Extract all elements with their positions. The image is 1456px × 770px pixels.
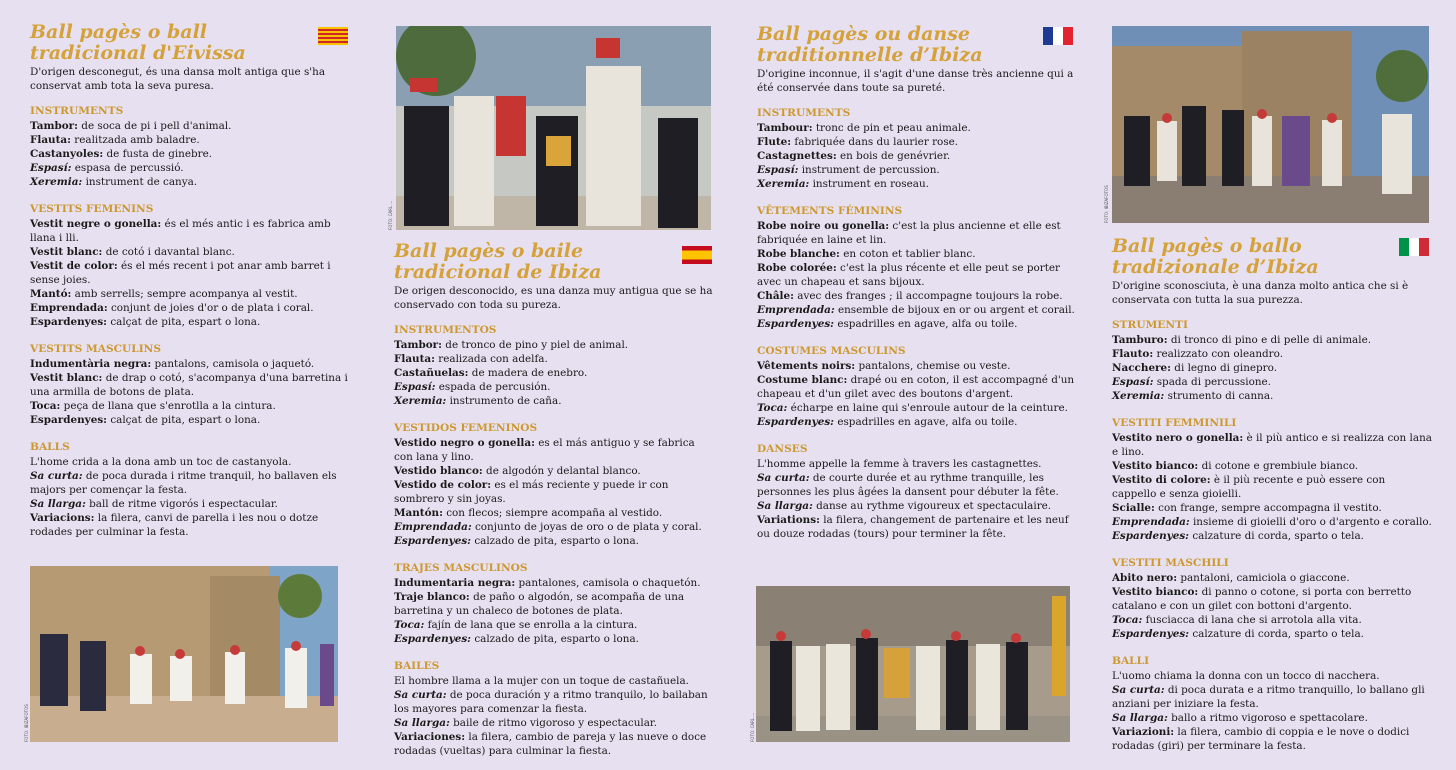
catalan-section-item bbox=[30, 133, 350, 147]
french-intro: D'origine inconnue, il s'agit d'une danse très ancienne qui a été conservée dans toute sa pureté. bbox=[757, 68, 1074, 94]
item-text: de madera de enebro. bbox=[468, 367, 588, 379]
spanish-section-item bbox=[394, 520, 714, 534]
italian-section-item bbox=[1112, 389, 1432, 403]
italian-section-item bbox=[1112, 501, 1432, 515]
spanish-section-item bbox=[394, 366, 714, 380]
item-term: Sa llarga: bbox=[757, 500, 813, 512]
item-term: Vestit blanc: bbox=[30, 246, 103, 258]
item-text: c'est la plus ancienne et elle est fabriquée en laine et lin. bbox=[757, 220, 1061, 246]
item-text: calzature di corda, sparto o tela. bbox=[1189, 530, 1364, 542]
item-term: Espardenyes: bbox=[1112, 530, 1190, 542]
item-term: Toca: bbox=[757, 402, 788, 414]
italian-title-line2: tradizionale d’Ibiza bbox=[1112, 256, 1319, 278]
item-text: ensemble de bijoux en or ou argent et corail. bbox=[834, 304, 1075, 316]
catalan-section-item bbox=[30, 455, 350, 469]
spanish-section-item bbox=[394, 688, 714, 716]
french-section-item bbox=[757, 135, 1077, 149]
french-section-item bbox=[757, 415, 1077, 429]
item-text: con flecos; siempre acompaña al vestido. bbox=[442, 507, 663, 519]
catalan-section-item bbox=[30, 245, 350, 259]
spanish-section-item bbox=[394, 506, 714, 520]
item-text: la filera, changement de partenaire et les neuf ou douze rodadas (tours) pour terminer la fête. bbox=[757, 514, 1069, 540]
item-term: Variacions: bbox=[30, 512, 95, 524]
italian-column bbox=[1112, 0, 1432, 770]
italian-section-item bbox=[1112, 459, 1432, 473]
item-term: Xeremia: bbox=[30, 176, 83, 188]
french-section-item bbox=[757, 359, 1077, 373]
item-text: de poca durada i ritme tranquil, ho ballaven els majors per començar la festa. bbox=[30, 470, 337, 496]
catalan-section-heading: BALLS bbox=[30, 441, 70, 453]
item-term: Espasí: bbox=[757, 164, 799, 176]
item-term: Flute: bbox=[757, 136, 792, 148]
item-term: Espasí: bbox=[1112, 376, 1154, 388]
spanish-section-item bbox=[394, 478, 714, 506]
item-text: con frange, sempre accompagna il vestito. bbox=[1154, 502, 1382, 514]
item-term: Tambor: bbox=[394, 339, 442, 351]
dance-group-photo bbox=[756, 586, 1070, 742]
item-text: instrument de canya. bbox=[82, 176, 198, 188]
item-text: la filera, cambio di coppia e le nove o dodici rodadas (giri) per terminare la festa. bbox=[1112, 726, 1410, 752]
french-section-item bbox=[757, 163, 1077, 177]
item-text: instrumento de caña. bbox=[446, 395, 562, 407]
spanish-section-item bbox=[394, 534, 714, 548]
item-text: El hombre llama a la mujer con un toque de castañuela. bbox=[394, 675, 689, 687]
catalan-section-heading: VESTITS MASCULINS bbox=[30, 343, 162, 355]
italian-section-heading: VESTITI MASCHILI bbox=[1112, 557, 1229, 569]
catalan-intro: D'origen desconegut, és una dansa molt antiga que s'ha conservat amb tota la seva puresa. bbox=[30, 66, 326, 92]
item-text: de drap o cotó, s'acompanya d'una barretina i una armilla de botons de plata. bbox=[30, 372, 348, 398]
catalan-section-item bbox=[30, 161, 350, 175]
item-text: di poca durata e a ritmo tranquillo, lo ballano gli anziani per iniziare la festa. bbox=[1112, 684, 1425, 710]
italian-photo-credit: FOTO: IBIZAFOTOS bbox=[1104, 185, 1109, 223]
spanish-section-item bbox=[394, 352, 714, 366]
item-text: fusciacca di lana che si arrotola alla vita. bbox=[1142, 614, 1362, 626]
french-section-item bbox=[757, 471, 1077, 499]
catalan-section-item bbox=[30, 301, 350, 315]
italy-flag-icon bbox=[1399, 238, 1429, 256]
french-section-item bbox=[757, 149, 1077, 163]
item-text: calçat de pita, espart o lona. bbox=[107, 414, 261, 426]
item-text: tronc de pin et peau animale. bbox=[812, 122, 971, 134]
item-term: Espardenyes: bbox=[394, 633, 472, 645]
spanish-section-item bbox=[394, 436, 714, 464]
item-term: Variaciones: bbox=[394, 731, 466, 743]
item-term: Emprendada: bbox=[1112, 516, 1190, 528]
italian-section-item bbox=[1112, 347, 1432, 361]
item-term: Châle: bbox=[757, 290, 794, 302]
item-text: baile de ritmo vigoroso y espectacular. bbox=[449, 717, 658, 729]
item-text: calçat de pita, espart o lona. bbox=[107, 316, 261, 328]
italian-title-line1: Ball pagès o ballo bbox=[1112, 235, 1302, 257]
spanish-section-item bbox=[394, 338, 714, 352]
item-text: calzature di corda, sparto o tela. bbox=[1189, 628, 1364, 640]
italian-section-item bbox=[1112, 529, 1432, 543]
item-term: Espardenyes: bbox=[394, 535, 472, 547]
catalan-title bbox=[30, 22, 350, 64]
item-term: Scialle: bbox=[1112, 502, 1155, 514]
item-term: Sa curta: bbox=[1112, 684, 1165, 696]
french-section-item bbox=[757, 401, 1077, 415]
item-text: realitzada amb baladre. bbox=[70, 134, 200, 146]
item-term: Espasí: bbox=[30, 162, 72, 174]
item-term: Vêtements noirs: bbox=[757, 360, 856, 372]
item-text: ballo a ritmo vigoroso e spettacolare. bbox=[1167, 712, 1368, 724]
item-text: calzado de pita, esparto o lona. bbox=[471, 633, 639, 645]
item-text: di panno o cotone, si porta con berretto catalano e con un gilet con bottoni d'argento. bbox=[1112, 586, 1412, 612]
item-text: fabriquée dans du laurier rose. bbox=[791, 136, 959, 148]
item-term: Sa llarga: bbox=[1112, 712, 1168, 724]
catalan-section-item bbox=[30, 357, 350, 371]
spanish-section-item bbox=[394, 618, 714, 632]
french-section-heading: COSTUMES MASCULINS bbox=[757, 345, 906, 357]
french-sections bbox=[757, 107, 1077, 541]
item-text: conjunt de joies d'or o de plata i coral. bbox=[107, 302, 314, 314]
item-text: strumento di canna. bbox=[1164, 390, 1274, 402]
spanish-title bbox=[394, 241, 714, 283]
item-term: Costume blanc: bbox=[757, 374, 848, 386]
catalan-section-item bbox=[30, 413, 350, 427]
item-text: la filera, cambio de pareja y las nueve o doce rodadas (vueltas) para culminar la fiesta. bbox=[394, 731, 707, 757]
item-term: Vestit blanc: bbox=[30, 372, 103, 384]
item-term: Tambour: bbox=[757, 122, 813, 134]
item-term: Robe blanche: bbox=[757, 248, 840, 260]
item-term: Vestido de color: bbox=[394, 479, 492, 491]
item-term: Flauta: bbox=[394, 353, 435, 365]
item-term: Emprendada: bbox=[394, 521, 472, 533]
item-term: Indumentària negra: bbox=[30, 358, 152, 370]
italian-section-item bbox=[1112, 613, 1432, 627]
item-text: és el més antic i es fabrica amb llana i lli. bbox=[30, 218, 331, 244]
item-term: Variations: bbox=[757, 514, 820, 526]
italian-intro: D'origine sconosciuta, è una danza molto antica che si è conservata con tutta la sua purezza. bbox=[1112, 280, 1409, 306]
item-text: peça de llana que s'enrotlla a la cintura. bbox=[60, 400, 276, 412]
item-text: pantalons, chemise ou veste. bbox=[855, 360, 1011, 372]
italian-section-item bbox=[1112, 585, 1432, 613]
italian-section-item bbox=[1112, 711, 1432, 725]
spanish-section-item bbox=[394, 674, 714, 688]
italian-section-item bbox=[1112, 473, 1432, 501]
spanish-section-item bbox=[394, 716, 714, 730]
item-text: de algodón y delantal blanco. bbox=[482, 465, 641, 477]
item-term: Tambor: bbox=[30, 120, 78, 132]
item-text: instrument en roseau. bbox=[809, 178, 929, 190]
item-term: Emprendada: bbox=[30, 302, 108, 314]
item-term: Mantón: bbox=[394, 507, 443, 519]
french-section-heading: DANSES bbox=[757, 443, 808, 455]
spanish-section-item bbox=[394, 632, 714, 646]
item-text: ball de ritme vigorós i espectacular. bbox=[85, 498, 278, 510]
item-term: Espardenyes: bbox=[30, 414, 108, 426]
item-text: calzado de pita, esparto o lona. bbox=[471, 535, 639, 547]
spanish-title-line2: tradicional de Ibiza bbox=[394, 261, 602, 283]
italian-title bbox=[1112, 236, 1432, 278]
italian-section-heading: BALLI bbox=[1112, 655, 1150, 667]
item-term: Nacchere: bbox=[1112, 362, 1171, 374]
catalan-section-item bbox=[30, 287, 350, 301]
spanish-section-item bbox=[394, 464, 714, 478]
french-section-heading: INSTRUMENTS bbox=[757, 107, 851, 119]
item-text: drapé ou en coton, il est accompagné d'un chapeau et d'un gilet avec des boutons d'argent. bbox=[757, 374, 1075, 400]
item-text: è il più antico e si realizza con lana e lino. bbox=[1112, 432, 1432, 458]
item-text: de courte durée et au rythme tranquille, les personnes les plus âgées la dansent pour débuter la fête. bbox=[757, 472, 1059, 498]
item-text: di legno di ginepro. bbox=[1170, 362, 1278, 374]
item-term: Indumentaria negra: bbox=[394, 577, 516, 589]
item-text: de fusta de ginebre. bbox=[103, 148, 213, 160]
french-section-item bbox=[757, 219, 1077, 247]
catalan-section-item bbox=[30, 147, 350, 161]
french-section-item bbox=[757, 513, 1077, 541]
item-text: en bois de genévrier. bbox=[836, 150, 951, 162]
item-term: Toca: bbox=[394, 619, 425, 631]
french-section-item bbox=[757, 177, 1077, 191]
french-section-item bbox=[757, 247, 1077, 261]
item-text: L'uomo chiama la donna con un tocco di nacchera. bbox=[1112, 670, 1380, 682]
spanish-section-item bbox=[394, 590, 714, 618]
item-text: espadrilles en agave, alfa ou toile. bbox=[834, 318, 1018, 330]
item-term: Espasí: bbox=[394, 381, 436, 393]
item-text: la filera, canvi de parella i les nou o dotze rodades per culminar la festa. bbox=[30, 512, 319, 538]
item-term: Variazioni: bbox=[1112, 726, 1175, 738]
french-title bbox=[757, 24, 1077, 66]
italian-section-item bbox=[1112, 683, 1432, 711]
item-term: Sa llarga: bbox=[394, 717, 450, 729]
item-term: Toca: bbox=[1112, 614, 1143, 626]
item-term: Mantó: bbox=[30, 288, 72, 300]
italian-section-item bbox=[1112, 333, 1432, 347]
french-section-heading: VÊTEMENTS FÉMININS bbox=[757, 205, 903, 217]
italian-section-item bbox=[1112, 515, 1432, 529]
catalan-section-item bbox=[30, 175, 350, 189]
spanish-section-item bbox=[394, 576, 714, 590]
italian-sections bbox=[1112, 319, 1432, 753]
spanish-section-item bbox=[394, 380, 714, 394]
catalan-section-item bbox=[30, 399, 350, 413]
item-text: espasa de percussió. bbox=[71, 162, 184, 174]
french-photo-credit: FOTO: CARL ... bbox=[750, 712, 755, 742]
dance-photo-castle-left bbox=[30, 566, 338, 742]
item-term: Castañuelas: bbox=[394, 367, 469, 379]
item-text: espada de percusión. bbox=[435, 381, 551, 393]
item-text: de poca duración y a ritmo tranquilo, lo bailaban los mayores para comenzar la fiesta. bbox=[394, 689, 708, 715]
french-section-item bbox=[757, 289, 1077, 303]
item-text: pantaloni, camiciola o giaccone. bbox=[1177, 572, 1350, 584]
item-term: Xeremia: bbox=[757, 178, 810, 190]
catalan-section-heading: INSTRUMENTS bbox=[30, 105, 124, 117]
spanish-section-heading: VESTIDOS FEMENINOS bbox=[394, 422, 538, 434]
item-term: Emprendada: bbox=[757, 304, 835, 316]
item-term: Sa curta: bbox=[30, 470, 83, 482]
catalan-flag-icon bbox=[318, 27, 348, 45]
item-term: Espardenyes: bbox=[757, 318, 835, 330]
item-term: Vestito bianco: bbox=[1112, 586, 1199, 598]
item-term: Espardenyes: bbox=[757, 416, 835, 428]
french-section-item bbox=[757, 457, 1077, 471]
italian-section-heading: STRUMENTI bbox=[1112, 319, 1188, 331]
item-text: avec des franges ; il accompagne toujours la robe. bbox=[793, 290, 1063, 302]
item-text: danse au rythme vigoureux et spectaculaire. bbox=[812, 500, 1052, 512]
spanish-sections bbox=[394, 324, 714, 758]
french-title-line2: traditionnelle d’Ibiza bbox=[757, 44, 983, 66]
catalan-section-heading: VESTITS FEMENINS bbox=[30, 203, 154, 215]
item-text: fajín de lana que se enrolla a la cintura. bbox=[424, 619, 638, 631]
italian-section-item bbox=[1112, 725, 1432, 753]
italian-section-item bbox=[1112, 627, 1432, 641]
item-term: Sa llarga: bbox=[30, 498, 86, 510]
spanish-section-item bbox=[394, 394, 714, 408]
item-text: di cotone e grembiule bianco. bbox=[1198, 460, 1359, 472]
item-text: conjunto de joyas de oro o de plata y coral. bbox=[471, 521, 702, 533]
item-term: Sa curta: bbox=[394, 689, 447, 701]
french-title-line1: Ball pagès ou danse bbox=[757, 23, 970, 45]
item-text: L'home crida a la dona amb un toc de castanyola. bbox=[30, 456, 292, 468]
item-text: di tronco di pino e di pelle di animale. bbox=[1167, 334, 1372, 346]
item-text: amb serrells; sempre acompanya al vestit. bbox=[71, 288, 298, 300]
item-term: Vestido blanco: bbox=[394, 465, 483, 477]
item-text: de tronco de pino y piel de animal. bbox=[441, 339, 629, 351]
catalan-section-item bbox=[30, 511, 350, 539]
spanish-section-heading: INSTRUMENTOS bbox=[394, 324, 497, 336]
catalan-section-item bbox=[30, 259, 350, 287]
item-term: Vestit de color: bbox=[30, 260, 118, 272]
catalan-section-item bbox=[30, 371, 350, 399]
item-term: Vestito nero o gonella: bbox=[1112, 432, 1244, 444]
item-text: realizzato con oleandro. bbox=[1153, 348, 1284, 360]
item-term: Traje blanco: bbox=[394, 591, 470, 603]
item-text: c'est la plus récente et elle peut se porter avec un chapeau et sans bijoux. bbox=[757, 262, 1060, 288]
french-section-item bbox=[757, 121, 1077, 135]
spanish-section-item bbox=[394, 730, 714, 758]
item-text: de paño o algodón, se acompaña de una barretina y un chaleco de botones de plata. bbox=[394, 591, 685, 617]
item-text: écharpe en laine qui s'enroule autour de la ceinture. bbox=[787, 402, 1068, 414]
item-text: è il più recente e può essere con cappello e senza gioielli. bbox=[1112, 474, 1386, 500]
catalan-section-item bbox=[30, 315, 350, 329]
spanish-photo-credit: FOTO: CARL ... bbox=[388, 200, 393, 230]
item-text: spada di percussione. bbox=[1153, 376, 1271, 388]
item-term: Sa curta: bbox=[757, 472, 810, 484]
italian-section-item bbox=[1112, 361, 1432, 375]
spanish-section-heading: BAILES bbox=[394, 660, 440, 672]
item-term: Flauto: bbox=[1112, 348, 1154, 360]
catalan-section-item bbox=[30, 497, 350, 511]
catalan-sections bbox=[30, 105, 350, 539]
item-term: Xeremia: bbox=[394, 395, 447, 407]
catalan-section-item bbox=[30, 119, 350, 133]
catalan-section-item bbox=[30, 217, 350, 245]
catalan-title-line1: Ball pagès o ball bbox=[30, 21, 208, 43]
italian-section-item bbox=[1112, 431, 1432, 459]
item-term: Espardenyes: bbox=[30, 316, 108, 328]
item-text: pantalons, camisola o jaquetó. bbox=[151, 358, 315, 370]
item-term: Castanyoles: bbox=[30, 148, 104, 160]
catalan-title-line2: tradicional d'Eivissa bbox=[30, 42, 246, 64]
item-term: Flauta: bbox=[30, 134, 71, 146]
item-term: Castagnettes: bbox=[757, 150, 837, 162]
item-term: Toca: bbox=[30, 400, 61, 412]
spanish-title-line1: Ball pagès o baile bbox=[394, 240, 584, 262]
item-term: Vestido negro o gonella: bbox=[394, 437, 535, 449]
catalan-section-item bbox=[30, 469, 350, 497]
item-text: L'homme appelle la femme à travers les castagnettes. bbox=[757, 458, 1042, 470]
item-term: Espardenyes: bbox=[1112, 628, 1190, 640]
spanish-column bbox=[394, 0, 714, 770]
item-text: de soca de pi i pell d'animal. bbox=[77, 120, 232, 132]
item-term: Robe noire ou gonella: bbox=[757, 220, 890, 232]
item-term: Robe colorée: bbox=[757, 262, 837, 274]
spain-flag-icon bbox=[682, 246, 712, 264]
item-text: realizada con adelfa. bbox=[434, 353, 548, 365]
catalan-photo-credit: FOTO: IBIZAFOTOS bbox=[24, 704, 29, 742]
item-term: Vestit negre o gonella: bbox=[30, 218, 162, 230]
item-term: Abito nero: bbox=[1112, 572, 1178, 584]
french-section-item bbox=[757, 261, 1077, 289]
item-text: de cotó i davantal blanc. bbox=[102, 246, 235, 258]
italian-section-item bbox=[1112, 571, 1432, 585]
item-text: es el más antiguo y se fabrica con lana y lino. bbox=[394, 437, 695, 463]
item-text: és el més recent i pot anar amb barret i sense joies. bbox=[30, 260, 331, 286]
spanish-section-heading: TRAJES MASCULINOS bbox=[394, 562, 528, 574]
french-section-item bbox=[757, 499, 1077, 513]
item-text: pantalones, camisola o chaquetón. bbox=[515, 577, 701, 589]
french-section-item bbox=[757, 303, 1077, 317]
item-text: insieme di gioielli d'oro o d'argento e corallo. bbox=[1189, 516, 1432, 528]
french-section-item bbox=[757, 373, 1077, 401]
italian-section-item bbox=[1112, 669, 1432, 683]
item-text: en coton et tablier blanc. bbox=[839, 248, 976, 260]
item-text: instrument de percussion. bbox=[798, 164, 940, 176]
italian-section-heading: VESTITI FEMMINILI bbox=[1112, 417, 1237, 429]
item-term: Vestito di colore: bbox=[1112, 474, 1211, 486]
item-term: Vestito bianco: bbox=[1112, 460, 1199, 472]
item-term: Xeremia: bbox=[1112, 390, 1165, 402]
item-text: es el más reciente y puede ir con sombrero y sin joyas. bbox=[394, 479, 669, 505]
item-term: Tamburo: bbox=[1112, 334, 1168, 346]
italian-section-item bbox=[1112, 375, 1432, 389]
spanish-intro: De origen desconocido, es una danza muy antigua que se ha conservado con toda su pureza. bbox=[394, 285, 713, 311]
french-section-item bbox=[757, 317, 1077, 331]
item-text: espadrilles en agave, alfa ou toile. bbox=[834, 416, 1018, 428]
france-flag-icon bbox=[1043, 27, 1073, 45]
